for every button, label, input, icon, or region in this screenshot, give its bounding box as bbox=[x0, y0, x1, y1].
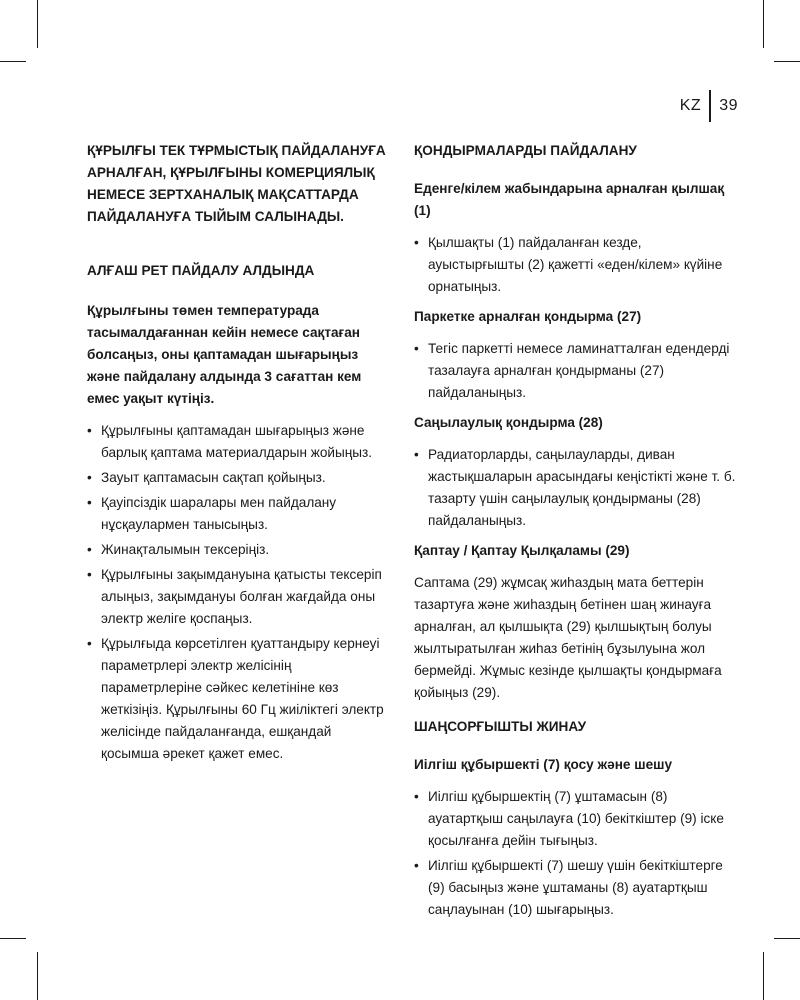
subheading-crevice-nozzle: Саңылаулық қондырма (28) bbox=[414, 415, 603, 430]
list-item: • Қылшақты (1) пайдаланған кезде, ауыстырғышты (2) қажетті «еден/кілем» күйіне орнатыңыз. bbox=[414, 232, 739, 298]
crop-mark bbox=[0, 61, 26, 62]
list-item: • Иілгіш құбыршектің (7) ұштамасын (8) ауатартқыш саңылауға (10) бекіткіштер (9) іске қосылғанға дейін тығыңыз. bbox=[414, 786, 739, 852]
page-header bbox=[680, 90, 738, 122]
subheading-floor-brush: Еденге/кілем жабындарына арналған қылшақ (1) bbox=[414, 181, 725, 218]
crop-mark bbox=[774, 61, 800, 62]
subheading-upholstery-brush: Қаптау / Қаптау Қылқаламы (29) bbox=[414, 543, 630, 558]
left-column bbox=[87, 140, 387, 773]
list-item: • Иілгіш құбыршекті (7) шешу үшін бекіткіштерге (9) басыңыз және ұштаманы (8) ауатартқыш саңлауынан (10) шығарыңыз. bbox=[414, 855, 739, 921]
crop-mark bbox=[37, 952, 38, 1000]
list-item: • Құрылғыны қаптамадан шығарыңыз және барлық қаптама материалдарын жойыңыз. bbox=[87, 420, 387, 464]
bullet-list bbox=[414, 232, 739, 298]
right-column bbox=[414, 140, 739, 929]
bullet-list bbox=[414, 786, 739, 921]
crop-mark bbox=[0, 938, 26, 939]
page-number: 39 bbox=[719, 97, 738, 114]
section-title-attachments: ҚОНДЫРМАЛАРДЫ ПАЙДАЛАНУ bbox=[414, 143, 637, 158]
list-item: • Зауыт қаптамасын сақтап қойыңыз. bbox=[87, 467, 387, 489]
crop-mark bbox=[763, 952, 764, 1000]
bullet-list bbox=[414, 338, 739, 404]
language-code: KZ bbox=[679, 97, 702, 114]
list-item: • Құрылғыны зақымдануына қатысты тексеріп алыңыз, зақымдануы болған жағдайда оны электр желіге қоспаңыз. bbox=[87, 564, 387, 630]
list-item: • Құрылғыда көрсетілген қуаттандыру кернеуі параметрлері электр желісінің параметрлеріне сәйкес келетініне көз жеткізіңіз. Құрылғыны 60 Гц жиіліктегі электр желісінде пайдаланғанда, ешқандай қосымша әрекет қажет емес. bbox=[87, 633, 387, 765]
crop-mark bbox=[774, 938, 800, 939]
bullet-list bbox=[414, 444, 739, 532]
section-title-before-first-use: АЛҒАШ РЕТ ПАЙДАЛУ АЛДЫНДА bbox=[87, 263, 315, 278]
list-item: • Тегіс паркетті немесе ламинатталған едендерді тазалауға арналған қондырманы (27) пайдаланыңыз. bbox=[414, 338, 739, 404]
subheading-parquet-nozzle: Паркетке арналған қондырма (27) bbox=[414, 309, 642, 324]
list-item: • Жинақталымын тексеріңіз. bbox=[87, 539, 387, 561]
warning-notice: ҚҰРЫЛҒЫ ТЕК ТҰРМЫСТЫҚ ПАЙДАЛАНУҒА АРНАЛҒАН, ҚҰРЫЛҒЫНЫ КОМЕРЦИЯЛЫҚ НЕМЕСЕ ЗЕРТХАНАЛЫҚ МАҚСАТТАРДА ПАЙДАЛАНУҒА ТЫЙЫМ САЛЫНАДЫ. bbox=[87, 143, 386, 224]
upholstery-paragraph: Саптама (29) жұмсақ жиһаздың мата беттерін тазартуға және жиһаздың бетінен шаң жинауға арналған, ал қылшықта (29) қылшықтың болуы жылтыратылған жиһаз бетінің бұзылуына жол бермейді. Жұмыс кезінде қылшақты қондырмаға қойыңыз (29). bbox=[414, 575, 722, 700]
list-item: • Радиаторларды, саңылауларды, диван жастықшаларын арасындағы кеңістікті және т. б. тазарту үшін саңылаулық қондырманы (28) пайдаланыңыз. bbox=[414, 444, 739, 532]
subheading-hose: Иілгіш құбыршекті (7) қосу және шешу bbox=[414, 757, 673, 772]
list-item: • Қауіпсіздік шаралары мен пайдалану нұсқаулармен танысыңыз. bbox=[87, 492, 387, 536]
section-title-assembly: ШАҢСОРҒЫШТЫ ЖИНАУ bbox=[414, 719, 587, 734]
crop-mark bbox=[37, 0, 38, 48]
bullet-list bbox=[87, 420, 387, 765]
crop-mark bbox=[763, 0, 764, 48]
intro-paragraph: Құрылғыны төмен температурада тасымалдағаннан кейін немесе сақтаған болсаңыз, оны қаптамадан шығарыңыз және пайдалану алдында 3 сағаттан кем емес уақыт күтіңіз. bbox=[87, 303, 362, 406]
